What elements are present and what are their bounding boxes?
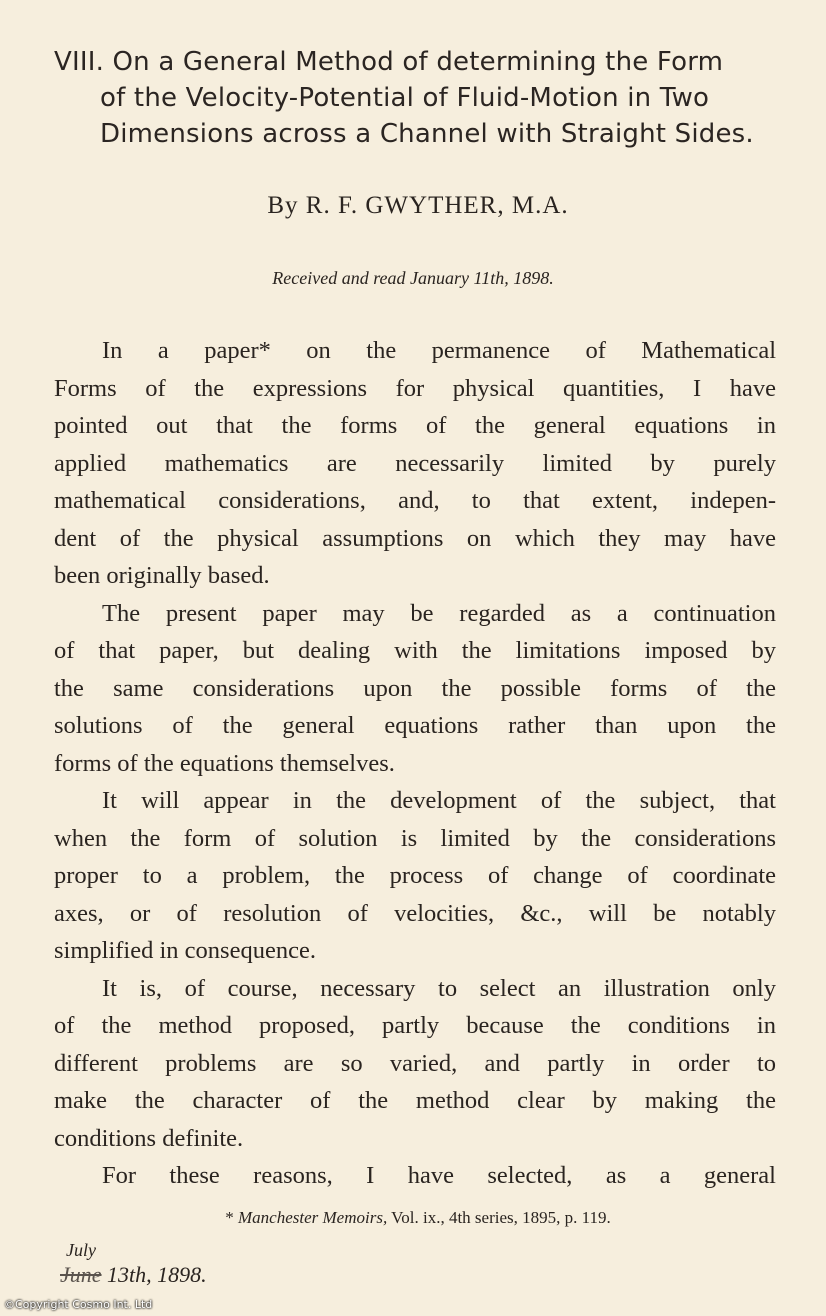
text-line: applied mathematics are necessarily limited by purely	[54, 449, 776, 477]
title-line: Dimensions across a Channel with Straight Sides.	[100, 119, 754, 149]
copyright-watermark: ©Copyright Cosmo Int. Ltd	[4, 1298, 153, 1311]
footnote-marker: *	[225, 1208, 234, 1227]
text-line: It will appear in the development of the subject, that	[102, 787, 776, 814]
handwritten-correction: July	[66, 1240, 96, 1260]
text-line: of that paper, but dealing with the limitations imposed by	[54, 637, 776, 664]
text-line: Forms of the expressions for physical quantities, I have	[54, 374, 776, 402]
body-text	[54, 332, 776, 1195]
handwritten-day: 13th, 1898.	[107, 1262, 207, 1287]
text-line: pointed out that the forms of the general equations in	[54, 412, 776, 439]
title-line: of the Velocity-Potential of Fluid-Motion in Two	[100, 83, 710, 113]
text-line: conditions definite.	[54, 1124, 244, 1152]
text-line: the same considerations upon the possible forms of the	[54, 674, 776, 702]
text-line: It is, of course, necessary to select an illustration only	[102, 974, 776, 1002]
text-line: different problems are so varied, and partly in order to	[54, 1049, 776, 1077]
title-line: VIII. On a General Method of determining the Form	[54, 47, 724, 77]
text-line: The present paper may be regarded as a continuation	[102, 599, 776, 627]
text-line: proper to a problem, the process of change of coordinate	[54, 862, 776, 889]
author-line: By R. F. GWYTHER, M.A.	[267, 192, 569, 219]
text-line: simplified in consequence.	[54, 937, 316, 964]
text-line: mathematical considerations, and, to that extent, indepen-	[54, 487, 776, 514]
text-line: when the form of solution is limited by the considerations	[54, 824, 776, 852]
text-line: axes, or of resolution of velocities, &c., will be notably	[54, 899, 776, 927]
text-line: been originally based.	[54, 562, 270, 589]
text-line: forms of the equations themselves.	[54, 749, 395, 777]
footnote-rest: Vol. ix., 4th series, 1895, p. 119.	[391, 1208, 611, 1227]
text-line: In a paper* on the permanence of Mathematical	[102, 337, 776, 364]
received-date: Received and read January 11th, 1898.	[272, 268, 554, 288]
footnote-source: Manchester Memoirs,	[238, 1208, 388, 1227]
paper-title	[54, 44, 784, 152]
text-line: For these reasons, I have selected, as a general	[102, 1162, 776, 1189]
struck-month: June	[60, 1262, 102, 1287]
handwritten-date	[60, 1240, 207, 1288]
text-line: dent of the physical assumptions on which they may have	[54, 524, 776, 552]
text-line: make the character of the method clear by making the	[54, 1087, 776, 1114]
text-line: solutions of the general equations rather than upon the	[54, 712, 776, 739]
text-line: of the method proposed, partly because the conditions in	[54, 1012, 776, 1039]
footnote	[0, 1208, 826, 1228]
